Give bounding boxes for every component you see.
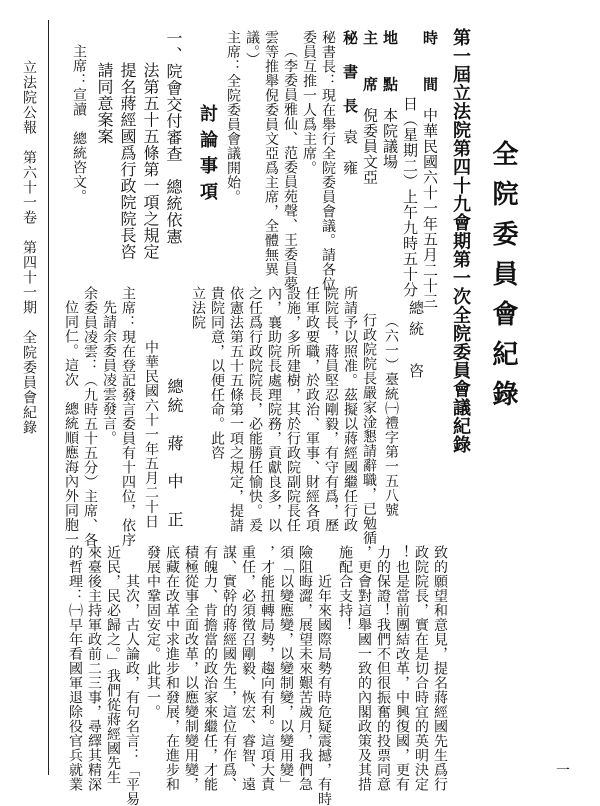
paragraph-line: 發展中鞏固安定。此其一。	[145, 545, 161, 719]
paragraph-line: 重任，必須徵召剛毅、恢宏、睿智、遠	[240, 545, 256, 792]
chairman-open: 主席：全院委員會議開始。	[225, 30, 241, 204]
agenda-heading: 討論事項	[197, 104, 218, 208]
paragraph-line: ！也是當前團結改革，中興復國，更有	[394, 545, 410, 792]
paragraph-line: 秘書長：現在舉行全院委員會議。請各位	[320, 30, 336, 291]
paragraph-line: 政院院長，實在是切合時宜的英明決定	[413, 545, 429, 792]
paragraph-line: 之任爲行政院院長，必能勝任愉快。爰	[247, 286, 263, 533]
paragraph-line: 請同意案案	[95, 62, 114, 145]
meta-time-cont: 日（星期二）上午九時五十分	[401, 96, 419, 298]
paragraph-line: 內，襄助院長處理院務，貢獻良多，以	[266, 286, 282, 533]
chairman-read: 主席：宣讀 總統咨文。	[71, 44, 87, 204]
paragraph-line: ，才能扭轉局勢，趨向有利。這項大責	[259, 545, 275, 792]
paragraph-line: ，更會對這舉國一致的內閣政策及其措	[356, 545, 372, 792]
paragraph-line: 一、院會交付審查 總統依憲	[164, 30, 183, 245]
running-footer: 立法院公報 第六十一卷 第四十一期 全院委員會紀錄	[21, 60, 37, 435]
paragraph-line: 行政院院長嚴家淦懇請辭職，已勉循	[361, 313, 377, 545]
paragraph-line: 任軍政要職，於政治、軍事、財經各項	[304, 286, 320, 533]
paragraph-line: 的哲理：㈠早年看國軍退除役官兵就業	[67, 545, 83, 792]
paragraph-line: 法第五十五條第一項之規定	[141, 62, 160, 260]
paragraph-line: 余委員凌雲：（九時五十五分）主席、各	[82, 286, 98, 547]
meta-time: 時 間 中華民國六十一年五月二十三	[421, 30, 439, 309]
paragraph-line: 力的保證！我們不但很振奮的投票同意	[375, 545, 391, 792]
letter-signature: 總統 蔣 中 正	[165, 378, 184, 530]
paragraph-line: 依憲法第五十五條第一項之規定，提請	[228, 286, 244, 533]
paragraph-line: 積極從事全面改革，以應變制變用變，	[183, 545, 199, 792]
paragraph-line: 設施，多所建樹，其於行政院副院長任	[285, 286, 301, 533]
paragraph-line: 險阻晦澀，展望未來艱苦歲月，我們急	[297, 545, 313, 792]
paragraph-line: （李委員雅仙、范委員苑聲、王委員夢	[282, 44, 298, 291]
paragraph-line: 有魄力、肯擔當的政治家來繼任，才能	[202, 545, 218, 792]
paragraph-line: 提名蔣經國爲行政院院長咨	[118, 62, 137, 260]
paragraph-line: 立法院	[190, 286, 206, 330]
paragraph-line: 所請予以照准。茲擬以蔣經國繼任行政	[342, 286, 358, 533]
paragraph-line: 主席：現在登記發言委員有十四位，依序	[120, 286, 136, 547]
meta-chair: 主 席 倪委員文亞	[361, 30, 379, 185]
letter-date: 中華民國六十一年五月二十日	[143, 340, 159, 529]
paragraph-line: 院院長，蔣員堅忍剛毅，有守有爲，歷	[323, 286, 339, 533]
paragraph-line: 來臺後主持軍政前二三事，尋繹其精深	[86, 545, 102, 792]
paragraph-line: 須「以變應變，以變制變，以變用變」	[278, 545, 294, 792]
paragraph-line: 施配合支持！	[337, 545, 353, 632]
paragraph-line: 致的願望和意見，提名蔣經國先生爲行	[432, 545, 448, 792]
letter-number: （六一）臺統㈠禮字第一五八號	[383, 314, 399, 517]
meta-secretary: 秘 書 長 袁 雍	[341, 30, 359, 176]
letter-header: 總統 咨	[407, 300, 425, 384]
paragraph-line: 其次，古人論政，有句名言：「平易	[124, 545, 140, 806]
meta-place: 地 點 本院議場	[381, 30, 399, 170]
paragraph-line: 底藏在改革中求進步和發展，在進步和	[164, 545, 180, 792]
page-number: 一	[556, 763, 570, 779]
page-title: 第一屆立法院第四十九會期第一次全院委員會議紀錄	[450, 28, 471, 454]
paragraph-line: 近民，民必歸之。」我們從蔣經國先生	[105, 545, 121, 785]
paragraph-line: 謀、實幹的蔣經國先生，這位有作爲、	[221, 545, 237, 792]
paragraph-line: 貴院同意，以便任命。此咨	[209, 286, 225, 460]
paragraph-line: 議。）	[244, 30, 260, 67]
paragraph-line: 委員互推一人爲主席。	[301, 30, 317, 175]
paragraph-line: 雲等推舉倪委員文亞爲主席，全體無異	[263, 30, 279, 277]
section-title: 全院委員會紀錄	[488, 140, 518, 420]
paragraph-line: 位同仁。這次 總統順應海內外同胞一	[63, 300, 79, 547]
paragraph-line: 近年來國際局勢有時危疑震撼，有時	[316, 545, 332, 806]
paragraph-line: 先請余委員凌雲發言。	[101, 300, 117, 445]
footer-rule	[48, 20, 49, 775]
